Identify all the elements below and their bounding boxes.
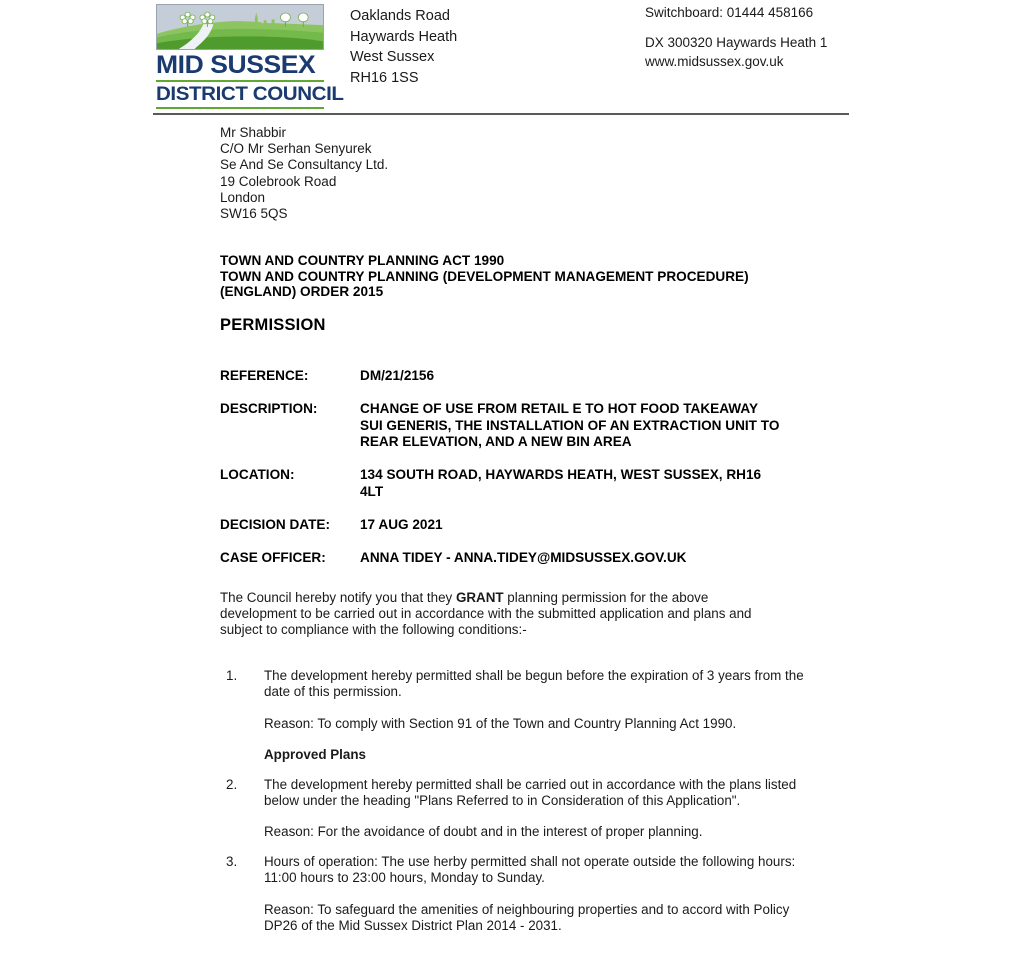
condition-paragraph: Reason: To comply with Section 91 of the Town and Country Planning Act 1990. <box>264 715 737 731</box>
detail-value: CHANGE OF USE FROM RETAIL E TO HOT FOOD TAKEAWAY SUI GENERIS, THE INSTALLATION OF AN EXTRACTION UNIT TO REAR ELEVATION, AND A NEW BIN AREA <box>360 400 780 450</box>
address-line-3: West Sussex <box>350 49 435 65</box>
condition-item <box>220 668 820 764</box>
countryside-landscape-icon <box>156 4 324 50</box>
header-divider <box>153 113 849 115</box>
recipient-street: 19 Colebrook Road <box>220 173 337 189</box>
condition-number: 3. <box>226 853 238 869</box>
council-address <box>350 6 457 88</box>
detail-value: DM/21/2156 <box>360 368 435 383</box>
address-line-1: Oaklands Road <box>350 8 450 24</box>
recipient-name: Mr Shabbir <box>220 125 287 140</box>
condition-item <box>220 854 820 935</box>
council-contact-details <box>645 3 827 71</box>
condition-subheading: Approved Plans <box>264 747 366 763</box>
detail-label: DECISION DATE: <box>220 516 331 532</box>
dx-address: DX 300320 Haywards Heath 1 <box>645 35 828 50</box>
detail-row-description <box>220 401 840 451</box>
condition-paragraph: Reason: To safeguard the amenities of neighbouring properties and to accord with Policy DP26 of the Mid Sussex District Plan 2014 - 2031. <box>264 901 790 934</box>
statute-line-2: TOWN AND COUNTRY PLANNING (DEVELOPMENT MANAGEMENT PROCEDURE) <box>220 268 749 284</box>
recipient-company: Se And Se Consultancy Ltd. <box>220 157 389 173</box>
grant-statement <box>220 590 780 639</box>
detail-label: REFERENCE: <box>220 368 309 383</box>
council-website[interactable]: www.midsussex.gov.uk <box>645 54 784 69</box>
logo-line-mid-sussex: MID SUSSEX <box>156 51 316 79</box>
letterhead <box>0 0 1024 114</box>
statute-heading <box>220 253 820 300</box>
condition-paragraph: Reason: For the avoidance of doubt and in the interest of proper planning. <box>264 824 703 840</box>
detail-value: ANNA TIDEY - ANNA.TIDEY@MIDSUSSEX.GOV.UK <box>360 549 687 565</box>
address-postcode: RH16 1SS <box>350 69 419 86</box>
condition-number: 1. <box>226 668 238 683</box>
recipient-city: London <box>220 189 266 205</box>
detail-row-case-officer <box>220 550 840 567</box>
detail-label: DESCRIPTION: <box>220 400 318 416</box>
detail-value: 17 AUG 2021 <box>360 516 443 532</box>
council-logo <box>156 4 344 111</box>
grant-text-before: The Council hereby notify you that they <box>220 590 456 605</box>
detail-row-reference <box>220 368 840 385</box>
application-details <box>220 368 840 582</box>
logo-divider-bottom <box>156 107 324 109</box>
recipient-postcode: SW16 5QS <box>220 206 288 222</box>
detail-row-location <box>220 467 840 501</box>
page-title: PERMISSION <box>220 316 326 334</box>
condition-body <box>264 777 804 841</box>
statute-line-3: (ENGLAND) ORDER 2015 <box>220 284 384 300</box>
detail-label: LOCATION: <box>220 467 295 483</box>
condition-number: 2. <box>226 776 238 792</box>
condition-body <box>264 668 804 764</box>
detail-label: CASE OFFICER: <box>220 549 326 565</box>
condition-body <box>264 854 804 935</box>
statute-line-1: TOWN AND COUNTRY PLANNING ACT 1990 <box>220 253 505 268</box>
condition-paragraph: Hours of operation: The use herby permitted shall not operate outside the following hours: 11:00 hours to 23:00 hours, Monday to Sunday. <box>264 853 796 886</box>
detail-row-decision-date <box>220 517 840 534</box>
grant-emphasis: GRANT <box>455 590 504 605</box>
detail-value: 134 SOUTH ROAD, HAYWARDS HEATH, WEST SUSSEX, RH16 4LT <box>360 467 762 499</box>
grant-text-after: planning permission for the above development to be carried out in accordance with the submitted application and plans and subject to compliance with the following conditions:- <box>220 590 752 638</box>
condition-item <box>220 777 820 841</box>
recipient-address-block <box>220 125 388 222</box>
contact-spacer <box>645 22 827 33</box>
council-wordmark <box>156 51 344 109</box>
condition-paragraph: The development hereby permitted shall be carried out in accordance with the plans listed below under the heading "Plans Referred to in Consideration of this Application". <box>264 776 797 809</box>
condition-paragraph: The development hereby permitted shall be begun before the expiration of 3 years from the date of this permission. <box>264 668 804 700</box>
logo-line-district-council: DISTRICT COUNCIL <box>156 83 344 105</box>
recipient-care-of: C/O Mr Serhan Senyurek <box>220 141 372 157</box>
logo-divider-top <box>156 80 324 82</box>
switchboard-number: Switchboard: 01444 458166 <box>645 5 814 20</box>
address-line-2: Haywards Heath <box>350 28 458 45</box>
conditions-list <box>220 668 820 947</box>
